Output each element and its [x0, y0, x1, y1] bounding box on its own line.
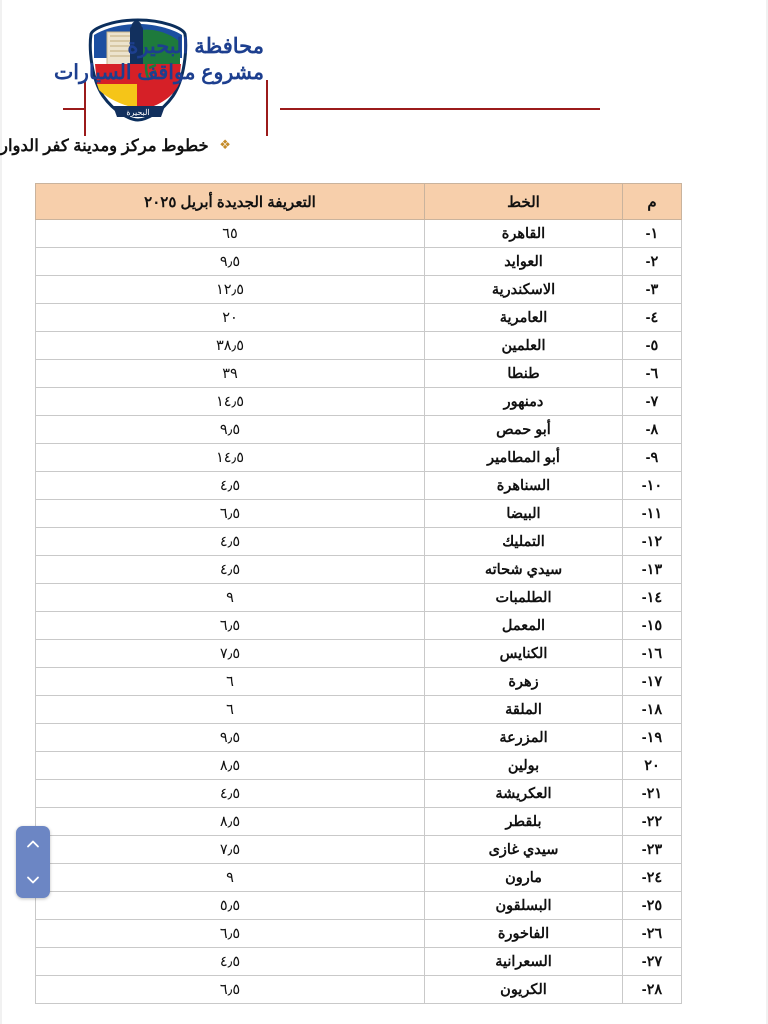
cell-line: المعمل — [425, 612, 623, 640]
table-row — [36, 892, 682, 920]
table-row — [36, 220, 682, 248]
cell-num: ٢٨- — [623, 976, 682, 1004]
cell-line: العوايد — [425, 248, 623, 276]
fares-table — [35, 183, 682, 1004]
header-titles — [54, 34, 264, 86]
table-row — [36, 248, 682, 276]
table-row — [36, 948, 682, 976]
table-row — [36, 668, 682, 696]
cell-line: أبو المطامير — [425, 444, 623, 472]
cell-line: الكنايس — [425, 640, 623, 668]
cell-num: ١- — [623, 220, 682, 248]
column-header-num: م — [623, 184, 682, 220]
cell-line: الاسكندرية — [425, 276, 623, 304]
cell-line: مارون — [425, 864, 623, 892]
cell-fare: ٦ — [36, 696, 425, 724]
diamond-bullet-icon: ❖ — [219, 137, 231, 152]
cell-num: ٢٠ — [623, 752, 682, 780]
header-rule-long — [280, 108, 600, 110]
table-row — [36, 836, 682, 864]
cell-line: العامرية — [425, 304, 623, 332]
cell-line: طنطا — [425, 360, 623, 388]
cell-fare: ٧٫٥ — [36, 640, 425, 668]
cell-num: ١٨- — [623, 696, 682, 724]
table-row — [36, 612, 682, 640]
header-divider-left — [84, 80, 86, 136]
cell-fare: ٧٫٥ — [36, 836, 425, 864]
cell-fare: ٦٫٥ — [36, 976, 425, 1004]
chevron-up-icon[interactable] — [25, 836, 41, 852]
cell-num: ٢٤- — [623, 864, 682, 892]
cell-num: ١٤- — [623, 584, 682, 612]
cell-line: الكريون — [425, 976, 623, 1004]
cell-fare: ١٤٫٥ — [36, 388, 425, 416]
column-header-fare: التعريفة الجديدة أبريل ٢٠٢٥ — [36, 184, 425, 220]
cell-num: ٢٧- — [623, 948, 682, 976]
cell-num: ٧- — [623, 388, 682, 416]
cell-line: سيدي غازى — [425, 836, 623, 864]
cell-num: ١٧- — [623, 668, 682, 696]
section-heading — [0, 136, 728, 156]
table-row — [36, 696, 682, 724]
cell-num: ٢- — [623, 248, 682, 276]
cell-line: العكريشة — [425, 780, 623, 808]
cell-line: سيدي شحاته — [425, 556, 623, 584]
cell-line: السناهرة — [425, 472, 623, 500]
table-row — [36, 976, 682, 1004]
cell-line: دمنهور — [425, 388, 623, 416]
table-row — [36, 332, 682, 360]
table-row — [36, 640, 682, 668]
table-row — [36, 920, 682, 948]
cell-num: ٢٢- — [623, 808, 682, 836]
cell-fare: ١٢٫٥ — [36, 276, 425, 304]
cell-num: ١١- — [623, 500, 682, 528]
cell-line: الملقة — [425, 696, 623, 724]
table-row — [36, 584, 682, 612]
table-row — [36, 360, 682, 388]
cell-line: التمليك — [425, 528, 623, 556]
cell-line: أبو حمص — [425, 416, 623, 444]
table-row — [36, 388, 682, 416]
cell-line: الفاخورة — [425, 920, 623, 948]
table-row — [36, 864, 682, 892]
cell-num: ١٩- — [623, 724, 682, 752]
fares-table-body — [36, 220, 682, 1004]
fares-table-container — [45, 183, 682, 1004]
cell-line: العلمين — [425, 332, 623, 360]
table-row — [36, 472, 682, 500]
table-row — [36, 500, 682, 528]
cell-fare: ٤٫٥ — [36, 556, 425, 584]
fares-table-head — [36, 184, 682, 220]
cell-fare: ٦ — [36, 668, 425, 696]
org-title: محافظة البحيرة — [127, 35, 264, 58]
cell-line: بلقطر — [425, 808, 623, 836]
scroll-control[interactable] — [16, 826, 50, 898]
table-row — [36, 276, 682, 304]
cell-num: ١٣- — [623, 556, 682, 584]
cell-fare: ٩٫٥ — [36, 724, 425, 752]
cell-fare: ٩ — [36, 864, 425, 892]
cell-line: البيضا — [425, 500, 623, 528]
cell-fare: ٦٫٥ — [36, 500, 425, 528]
logo-caption: البحيرة — [126, 108, 150, 117]
table-row — [36, 556, 682, 584]
section-heading-text: خطوط مركز ومدينة كفر الدوار — [0, 137, 209, 155]
cell-fare: ٤٫٥ — [36, 948, 425, 976]
cell-num: ٢٣- — [623, 836, 682, 864]
cell-num: ٢٦- — [623, 920, 682, 948]
cell-line: الطلمبات — [425, 584, 623, 612]
table-row — [36, 752, 682, 780]
table-row — [36, 724, 682, 752]
chevron-down-icon[interactable] — [25, 872, 41, 888]
cell-num: ٦- — [623, 360, 682, 388]
cell-fare: ٣٨٫٥ — [36, 332, 425, 360]
header-rule-short — [63, 108, 85, 110]
cell-num: ٩- — [623, 444, 682, 472]
cell-fare: ٩ — [36, 584, 425, 612]
cell-fare: ٥٫٥ — [36, 892, 425, 920]
cell-fare: ٦٥ — [36, 220, 425, 248]
cell-fare: ٤٫٥ — [36, 780, 425, 808]
cell-fare: ٣٩ — [36, 360, 425, 388]
table-row — [36, 304, 682, 332]
cell-num: ٢٥- — [623, 892, 682, 920]
cell-fare: ٢٠ — [36, 304, 425, 332]
cell-fare: ٨٫٥ — [36, 808, 425, 836]
cell-fare: ٤٫٥ — [36, 472, 425, 500]
cell-fare: ٤٫٥ — [36, 528, 425, 556]
cell-line: البسلقون — [425, 892, 623, 920]
cell-num: ١٦- — [623, 640, 682, 668]
cell-fare: ٨٫٥ — [36, 752, 425, 780]
cell-line: بولين — [425, 752, 623, 780]
cell-line: المزرعة — [425, 724, 623, 752]
cell-line: زهرة — [425, 668, 623, 696]
cell-fare: ٦٫٥ — [36, 920, 425, 948]
cell-num: ٨- — [623, 416, 682, 444]
table-header-row — [36, 184, 682, 220]
cell-fare: ٦٫٥ — [36, 612, 425, 640]
cell-num: ٣- — [623, 276, 682, 304]
cell-num: ١٥- — [623, 612, 682, 640]
cell-num: ٤- — [623, 304, 682, 332]
cell-num: ١٠- — [623, 472, 682, 500]
cell-line: السعرانية — [425, 948, 623, 976]
project-title: مشروع مواقف السيارات — [54, 61, 264, 84]
cell-fare: ٩٫٥ — [36, 248, 425, 276]
table-row — [36, 416, 682, 444]
document-header — [0, 0, 768, 125]
column-header-line: الخط — [425, 184, 623, 220]
table-row — [36, 528, 682, 556]
table-row — [36, 808, 682, 836]
cell-line: القاهرة — [425, 220, 623, 248]
cell-num: ٢١- — [623, 780, 682, 808]
header-divider-right — [266, 80, 268, 136]
cell-num: ١٢- — [623, 528, 682, 556]
cell-fare: ٩٫٥ — [36, 416, 425, 444]
table-row — [36, 780, 682, 808]
cell-num: ٥- — [623, 332, 682, 360]
table-row — [36, 444, 682, 472]
cell-fare: ١٤٫٥ — [36, 444, 425, 472]
